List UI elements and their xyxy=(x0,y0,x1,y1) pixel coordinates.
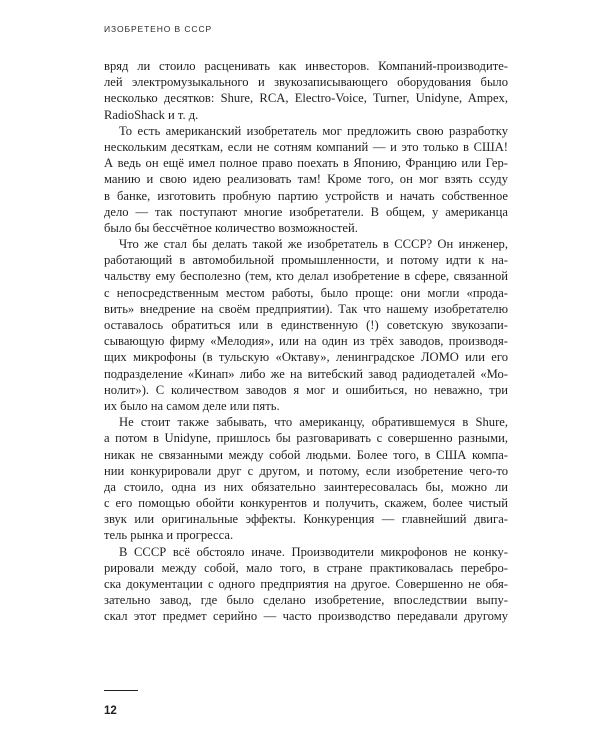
text-line: тель рынка и прогресса. xyxy=(104,528,234,543)
text-line: нескольким десяткам, если не сотням компаний — и это только в США! xyxy=(104,139,508,154)
text-line: звук или оригинальные эффекты. Конкуренция — главнейший двига- xyxy=(104,512,508,527)
text-line: в банке, изготовить пробную партию устройств и начать собственное xyxy=(104,188,508,203)
text-line: работающий в автомобильной промышленности, и потому идти к на- xyxy=(104,253,508,268)
text-line: зательно завод, где было сделано изобретение, впоследствии выпу- xyxy=(104,593,508,608)
text-line: вряд ли стоило расценивать как инвесторов. Компаний-производите- xyxy=(104,59,508,73)
text-line: несколько десятков: Shure, RCA, Electro-Voice, Turner, Unidyne, Ampex, xyxy=(104,91,508,106)
text-line: ска документации с одного предприятия на другое. Совершенно не обя- xyxy=(104,577,508,591)
text-line: их было на самом деле или пять. xyxy=(104,398,280,413)
text-line: было бы бессчётное количество возможностей. xyxy=(104,220,358,235)
page-number: 12 xyxy=(104,705,117,717)
text-line: щих микрофоны (в тульскую «Октаву», ленинградское ЛОМО или его xyxy=(104,350,508,365)
text-line: вить» внедрение на своём предприятии). Так что нашему изобретателю xyxy=(104,301,508,316)
text-line: лей электромузыкального и звукозаписывающего оборудования было xyxy=(104,75,508,90)
text-line: сывающую фирму «Мелодия», или на один из трёх заводов, производя- xyxy=(104,334,508,349)
text-line: с непосредственным местом работы, было проще: они могли «прода- xyxy=(104,285,508,300)
text-line: а потом в Unidyne, пришлось бы разговаривать с совершенно разными, xyxy=(104,431,508,446)
text-line: рировали между собой, мало того, в стране практиковалась перебро- xyxy=(104,560,508,575)
text-line: манию и свою идею реализовать там! Кроме того, он мог взять ссуду xyxy=(104,172,508,187)
text-line: чальству ему бесполезно (тем, кто делал изобретение в сфере, связанной xyxy=(104,269,508,284)
text-line: скал этот предмет серийно — часто производство передавали другому xyxy=(104,609,508,624)
text-line: RadioShack и т. д. xyxy=(104,107,199,122)
text-line: с его помощью обойти конкурентов и получить, скажем, более чистый xyxy=(104,496,508,511)
text-line: В СССР всё обстояло иначе. Производители микрофонов не конку- xyxy=(119,544,508,559)
text-line: То есть американский изобретатель мог предложить свою разработку xyxy=(119,123,508,138)
text-line: нолит»). С количеством заводов я мог и ошибиться, но неважно, три xyxy=(104,382,508,397)
text-line: нии конкурировали друг с другом, и потому, если изобретение чего-то xyxy=(104,463,508,478)
text-line: дело — так поступают многие изобретатели. В общем, у американца xyxy=(104,204,508,219)
text-line: Не стоит также забывать, что американцу, обратившемуся в Shure, xyxy=(119,415,508,430)
body-text xyxy=(104,58,508,625)
text-line: Что же стал бы делать такой же изобретатель в СССР? Он инженер, xyxy=(119,237,508,252)
text-line: А ведь он ещё имел полное право поехать в Японию, Францию или Гер- xyxy=(104,156,508,171)
footer-rule xyxy=(104,690,138,691)
text-line: да стоило, одна из них обязательно заинтересовалась бы, можно ли xyxy=(104,479,508,494)
running-head-title: ИЗОБРЕТЕНО В СССР xyxy=(104,24,213,34)
text-line: оставалось обратиться или в единственную (!) советскую звукозапи- xyxy=(104,318,508,332)
text-line: подразделение «Кинап» либо же на витебский завод радиодеталей «Мо- xyxy=(104,366,508,381)
text-line: никак не связанными между собой людьми. Более того, в США компа- xyxy=(104,447,508,462)
